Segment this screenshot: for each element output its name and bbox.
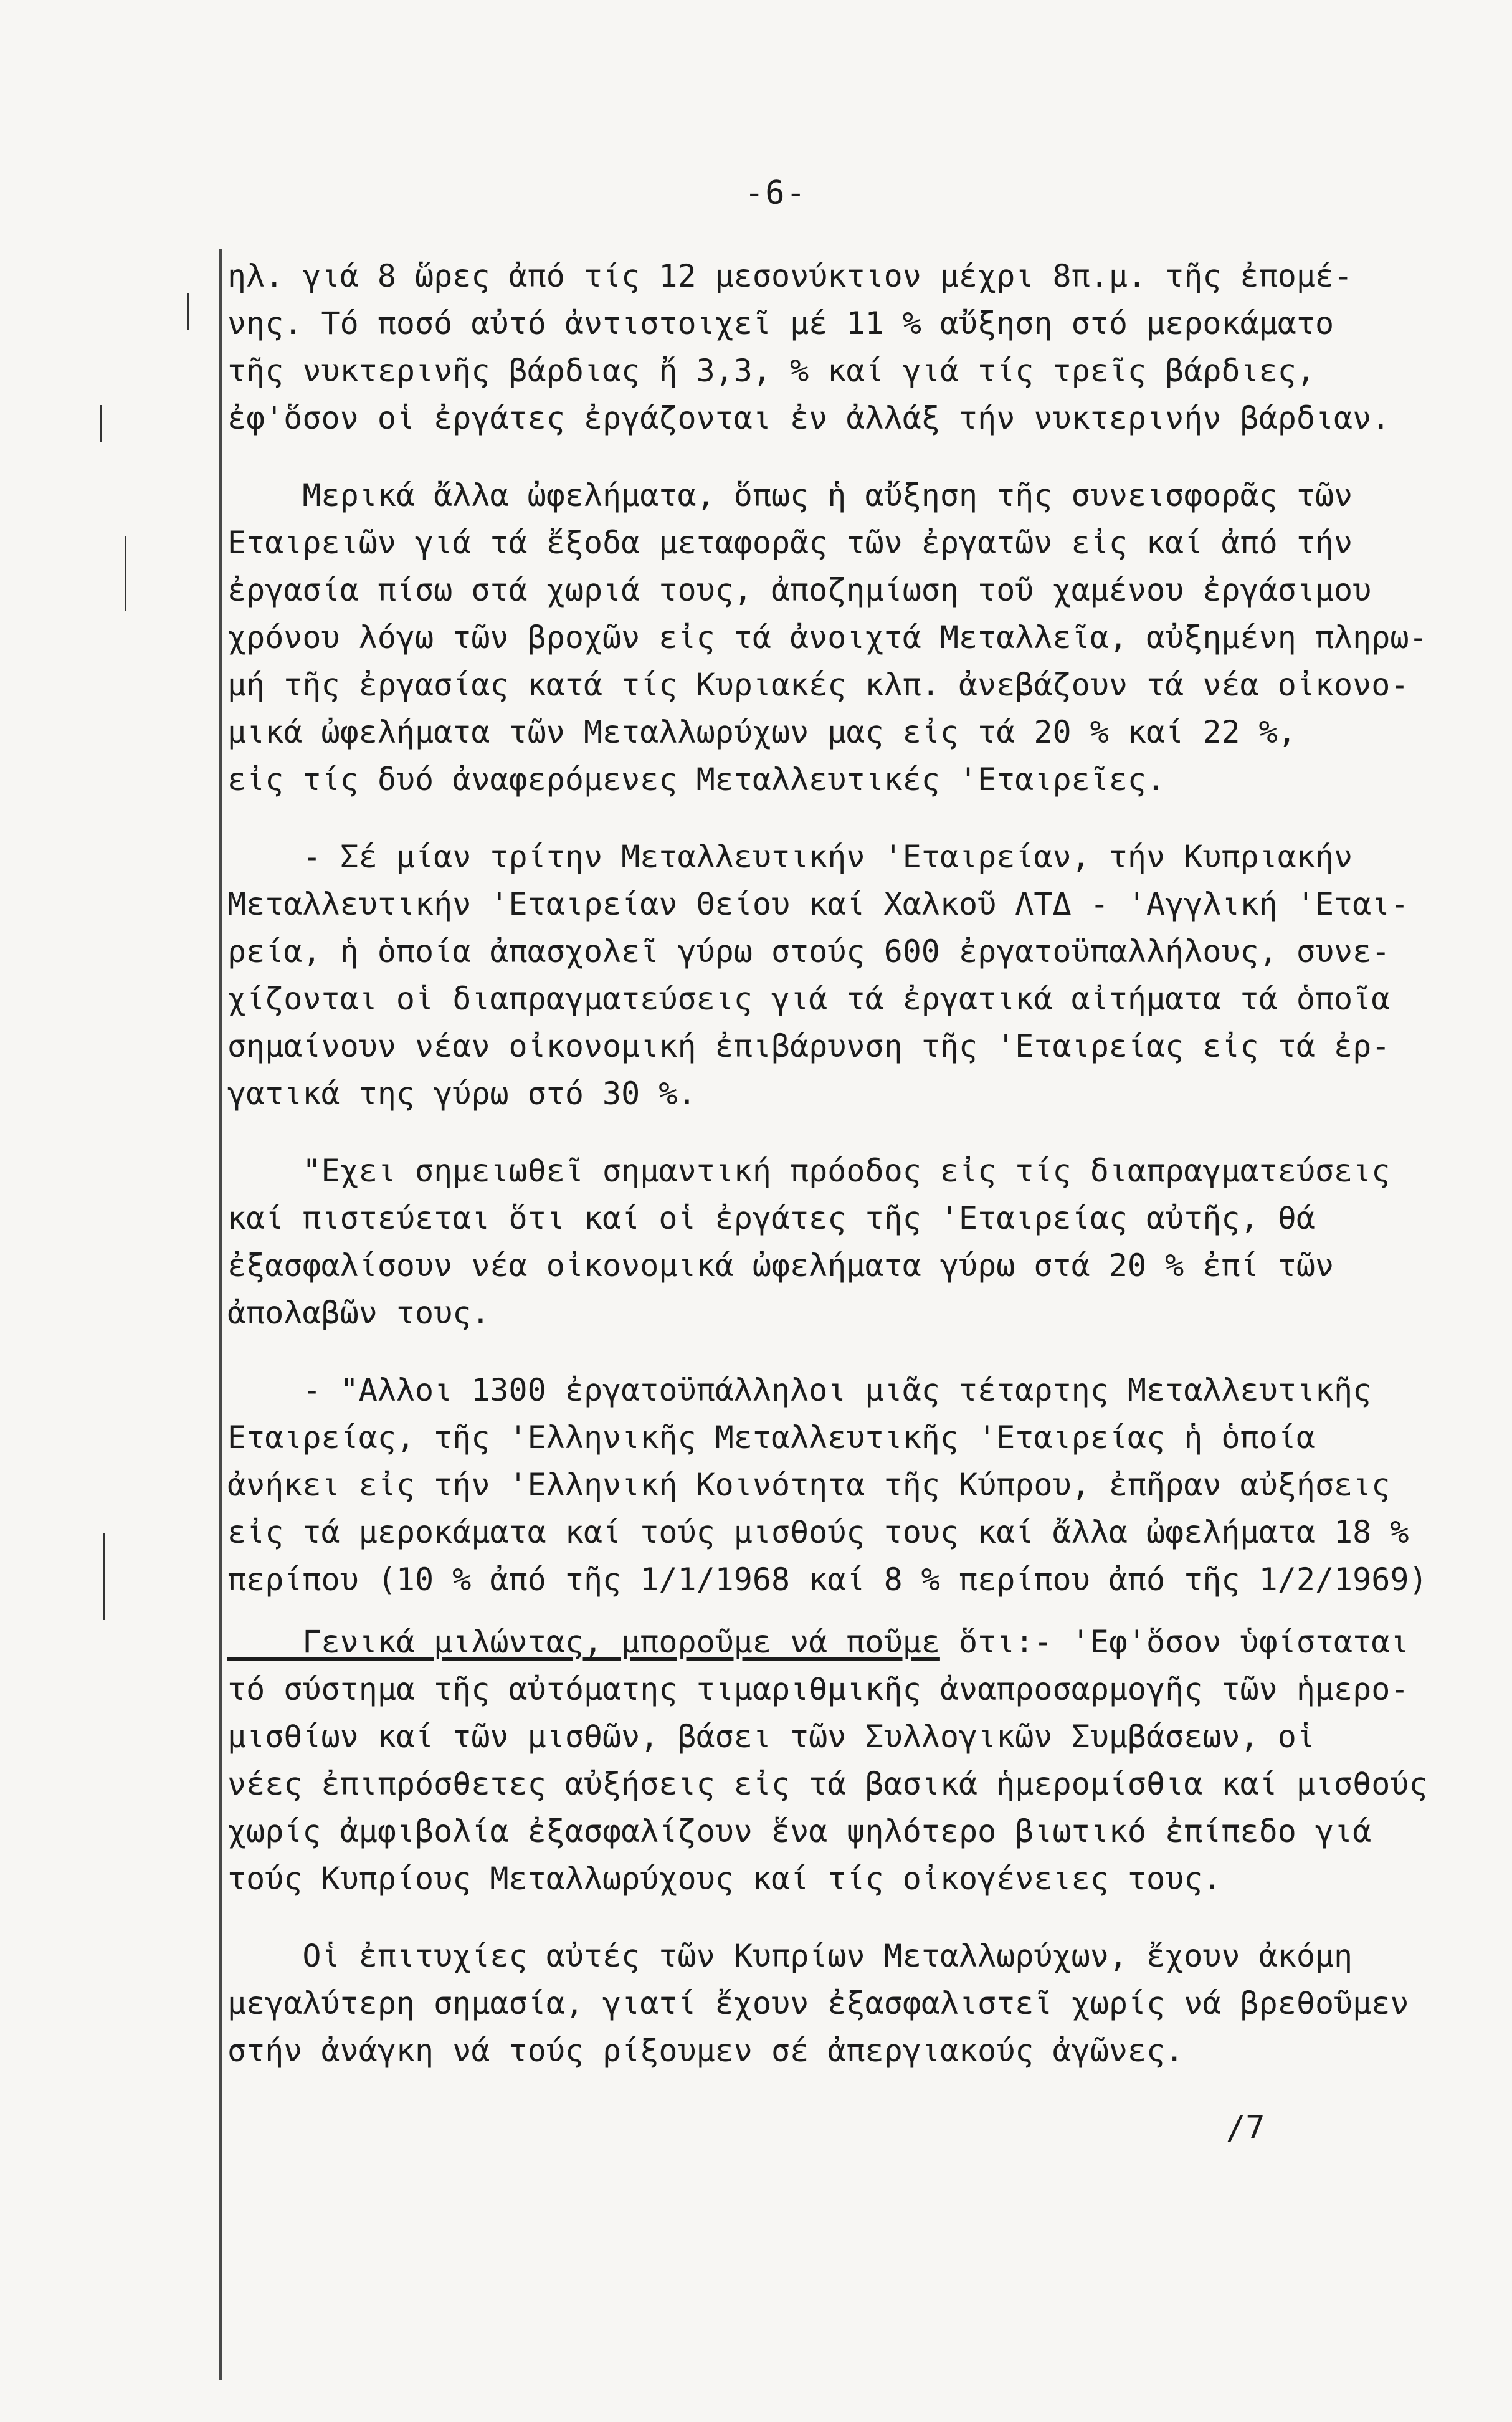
text-line: μή τῆς ἐργασίας κατά τίς Κυριακές κλπ. ἀνεβάζουν τά νέα οἰκονο- xyxy=(227,667,1409,703)
text-line xyxy=(227,1618,1458,1666)
margin-tick xyxy=(187,293,189,330)
text-line: Μεταλλευτικήν 'Εταιρείαν Θείου καί Χαλκοῦ ΛΤΔ - 'Αγγλική 'Εται- xyxy=(227,886,1409,922)
text-line: "Εχει σημειωθεῖ σημαντική πρόοδος εἰς τίς διαπραγματεύσεις xyxy=(227,1153,1391,1189)
text-line: μεγαλύτερη σημασία, γιατί ἔχουν ἐξασφαλιστεῖ χωρίς νά βρεθοῦμεν xyxy=(227,1985,1409,2021)
margin-tick xyxy=(100,405,102,442)
paragraph-other-benefits xyxy=(227,472,1458,803)
text-line: - Σέ μίαν τρίτην Μεταλλευτικήν 'Εταιρείαν, τήν Κυπριακήν xyxy=(227,839,1353,875)
text-line: σημαίνουν νέαν οἰκονομική ἐπιβάρυνση τῆς 'Εταιρείας εἰς τά ἐρ- xyxy=(227,1028,1391,1064)
paragraph-progress xyxy=(227,1147,1458,1337)
text-line: χρόνου λόγω τῶν βροχῶν εἰς τά ἀνοιχτά Μεταλλεῖα, αὐξημένη πληρω- xyxy=(227,619,1428,656)
text-line: νέες ἐπιπρόσθετες αὐξήσεις εἰς τά βασικά ἡμερομίσθια καί μισθούς xyxy=(227,1766,1428,1802)
paragraph-night-shift xyxy=(227,252,1458,442)
margin-tick xyxy=(103,1533,105,1620)
text-line: τό σύστημα τῆς αὐτόματης τιμαριθμικῆς ἀναπροσαρμογῆς τῶν ἡμερο- xyxy=(227,1671,1409,1707)
text-line: ηλ. γιά 8 ὥρες ἀπό τίς 12 μεσονύκτιον μέχρι 8π.μ. τῆς ἐπομέ- xyxy=(227,258,1353,294)
text-line: Εταιρειῶν γιά τά ἔξοδα μεταφορᾶς τῶν ἐργατῶν εἰς καί ἀπό τήν xyxy=(227,525,1353,561)
text-line: μικά ὠφελήματα τῶν Μεταλλωρύχων μας εἰς τά 20 % καί 22 %, xyxy=(227,714,1296,750)
left-margin-line xyxy=(219,249,222,2380)
text-line: ἐφ'ὅσον οἱ ἐργάτες ἐργάζονται ἐν ἀλλάξ τήν νυκτερινήν βάρδιαν. xyxy=(227,400,1391,436)
text-line: Οἱ ἐπιτυχίες αὐτές τῶν Κυπρίων Μεταλλωρύχων, ἔχουν ἀκόμη xyxy=(227,1938,1353,1974)
continuation-mark: /7 xyxy=(1226,2109,1265,2147)
text-line: χίζονται οἱ διαπραγματεύσεις γιά τά ἐργατικά αἰτήματα τά ὁποῖα xyxy=(227,981,1391,1017)
text-line: Μερικά ἄλλα ὠφελήματα, ὅπως ἡ αὔξηση τῆς συνεισφορᾶς τῶν xyxy=(227,477,1353,513)
paragraph-successes xyxy=(227,1932,1458,2074)
text-line: εἰς τά μεροκάματα καί τούς μισθούς τους καί ἄλλα ὠφελήματα 18 % xyxy=(227,1514,1409,1550)
text-line: ἐργασία πίσω στά χωριά τους, ἀποζημίωση τοῦ χαμένου ἐργάσιμου xyxy=(227,572,1372,608)
text-line: ἐξασφαλίσουν νέα οἰκονομικά ὠφελήματα γύρω στά 20 % ἐπί τῶν xyxy=(227,1247,1334,1284)
underlined-phrase: Γενικά μιλώντας, μποροῦμε νά ποῦμε xyxy=(227,1624,940,1660)
text-line: ρεία, ἡ ὁποία ἀπασχολεῖ γύρω στούς 600 ἐργατοϋπαλλήλους, συνε- xyxy=(227,933,1391,970)
text-line: χωρίς ἀμφιβολία ἐξασφαλίζουν ἕνα ψηλότερο βιωτικό ἐπίπεδο γιά xyxy=(227,1813,1372,1849)
text-line: Εταιρείας, τῆς 'Ελληνικῆς Μεταλλευτικῆς 'Εταιρείας ἡ ὁποία xyxy=(227,1419,1315,1456)
paragraph-third-company xyxy=(227,833,1458,1117)
text-line: τῆς νυκτερινῆς βάρδιας ἤ 3,3, % καί γιά τίς τρεῖς βάρδιες, xyxy=(227,353,1315,389)
text-line: ἀπολαβῶν τους. xyxy=(227,1295,490,1331)
text-line: περίπου (10 % ἀπό τῆς 1/1/1968 καί 8 % περίπου ἀπό τῆς 1/2/1969) xyxy=(227,1561,1428,1598)
page-number: -6- xyxy=(744,174,807,212)
margin-tick xyxy=(125,536,126,611)
paragraph-conclusion xyxy=(227,1618,1458,1902)
text-line: καί πιστεύεται ὅτι καί οἱ ἐργάτες τῆς 'Εταιρείας αὐτῆς, θά xyxy=(227,1200,1315,1236)
text-line: στήν ἀνάγκη νά τούς ρίξουμεν σέ ἀπεργιακούς ἀγῶνες. xyxy=(227,2033,1184,2069)
text-line: νης. Τό ποσό αὐτό ἀντιστοιχεῖ μέ 11 % αὔξηση στό μεροκάματο xyxy=(227,305,1334,341)
text-line: ἀνήκει εἰς τήν 'Ελληνική Κοινότητα τῆς Κύπρου, ἐπῆραν αὐξήσεις xyxy=(227,1467,1391,1503)
text-line: - "Αλλοι 1300 ἐργατοϋπάλληλοι μιᾶς τέταρτης Μεταλλευτικῆς xyxy=(227,1372,1372,1408)
document-body xyxy=(227,252,1458,2074)
paragraph-fourth-company xyxy=(227,1366,1458,1603)
text-line: τούς Κυπρίους Μεταλλωρύχους καί τίς οἰκογένειες τους. xyxy=(227,1861,1222,1897)
text-line: μισθίων καί τῶν μισθῶν, βάσει τῶν Συλλογικῶν Συμβάσεων, οἱ xyxy=(227,1719,1315,1755)
text-line-rest: ὅτι:- 'Εφ'ὅσον ὑφίσταται xyxy=(939,1624,1409,1660)
text-line: γατικά της γύρω στό 30 %. xyxy=(227,1075,697,1112)
text-line: εἰς τίς δυό ἀναφερόμενες Μεταλλευτικές 'Εταιρεῖες. xyxy=(227,761,1166,798)
